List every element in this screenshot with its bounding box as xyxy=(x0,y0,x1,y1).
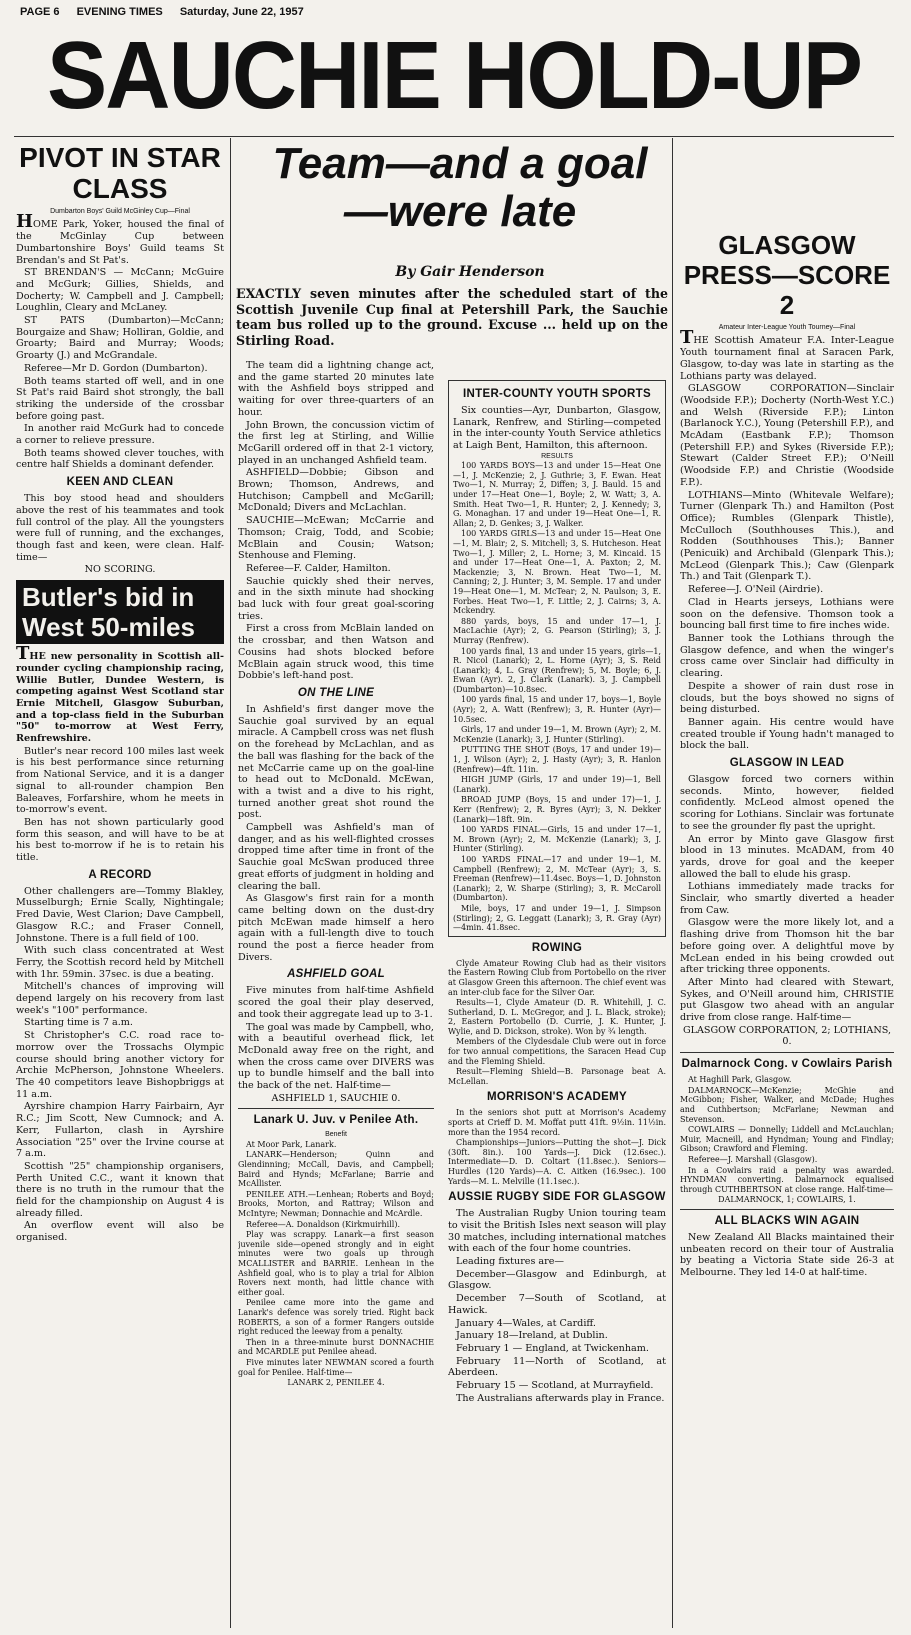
lanark-headline: Lanark U. Juv. v Penilee Ath. xyxy=(238,1108,434,1127)
paragraph: December—Glasgow and Edinburgh, at Glasgow. xyxy=(448,1268,666,1292)
result-entry: 880 yards, boys, 15 and under 17—1, J. MacLachie (Ayr); 2, G. Pearson (Stirling); 3, J. Murray (Renfrew). xyxy=(453,616,661,645)
paragraph: Results—1, Clyde Amateur (D. R. Whitehill, J. C. Sutherland, D. L. McGregor, and J. L. Black, stroke); 2, Eastern Portobello (D. Currie, J. K. Hunter, J. Wylie, and D. Dickson, stroke). Won by ¾ length. xyxy=(448,998,666,1036)
intercounty-headline: INTER-COUNTY YOUTH SPORTS xyxy=(463,388,651,400)
paragraph: Clad in Hearts jerseys, Lothians were soon on the defensive. Thomson took a bouncing ball first time to fire inches wide. xyxy=(680,596,894,632)
paragraph: Glasgow forced two corners within seconds. Minto, however, fielded confidently. McLeod almost opened the scoring for Lothians. Sinclair was fortunate to see the grounder fly past the upright. xyxy=(680,774,894,832)
paragraph: Sauchie quickly shed their nerves, and in the sixth minute had shocking bad luck with four great goal-scoring tries. xyxy=(238,575,434,622)
paragraph: GLASGOW CORPORATION—Sinclair (Woodside F.P.); Docherty (North-West Y.C.) and Welsh (Riverside F.P.); Linton (Barlanock Y.C.), Young (Petershill F.P.), and McAdam (Eastbank F.P.); Thomson (Petershill F.P.) and Sykes (Riverside F.P.); Stewart (Calder Street F.P.); O'Neill (Woodside F.P.) and Christie (Woodside F.P.). xyxy=(680,383,894,488)
paragraph: Campbell was Ashfield's man of danger, and as his well-flighted crosses dropped time after time in front of the Sauchie goal McSwan produced three great efforts of judgment in holding and clearing the ball. xyxy=(238,822,434,892)
paragraph: As Glasgow's first rain for a month came belting down on the dust-dry pitch McEwan made himself a hero again with a full-length dive to touch round the post a fierce header from Divers. xyxy=(238,893,434,963)
paragraph: Championships—Juniors—Putting the shot—J. Dick (30ft. 8in.). 100 Yards—J. Dick (12.6sec.). Intermediate—D. D. Coltart (11.8sec.). Seniors—Hurdles (120 Yards)—A. C. Aitken (16.9sec.). 100 Yards—M. L. Melville (11.1sec.). xyxy=(448,1138,666,1186)
paragraph: Glasgow were the more likely lot, and a flashing drive from Thomson hit the bar before going over. A delightful move by McLean ended in his being crowded out after tricking three opponents. xyxy=(680,917,894,976)
main-intro: EXACTLY seven minutes after the scheduled start of the Scottish Juvenile Cup final at Petershill Park, the Sauchie team bus rolled up to the ground. Excuse ... held up on the Stirling Road. xyxy=(236,286,668,348)
morrison-headline: MORRISON'S ACADEMY xyxy=(487,1091,627,1104)
keen-subhead: KEEN AND CLEAN xyxy=(66,476,174,489)
page-number: PAGE 6 xyxy=(20,6,60,18)
paragraph: Scottish "25" championship organisers, Perth United C.C., want it known that there is no truth in the rumour that the field for the championship on August 4 is already filled. xyxy=(16,1160,224,1219)
banner-headline: SAUCHIE HOLD-UP xyxy=(46,22,862,129)
paragraph: COWLAIRS — Donnelly; Liddell and McLauchlan; Muir, Macneill, and Hyndman; Young and Findlay; Gibson; Crawford and Fleming. xyxy=(680,1125,894,1154)
paper-name: EVENING TIMES xyxy=(76,6,163,18)
paragraph: THE Scottish Amateur F.A. Inter-League Youth tournament final at Saracen Park, Glasgow, to-day was late in starting as the Lothians party was delayed. xyxy=(680,327,894,382)
paragraph: Mitchell's chances of improving will depend largely on his recovery from last week's "100" performance. xyxy=(16,981,224,1016)
paragraph: PENILEE ATH.—Lenhean; Roberts and Boyd; Brooks, Morton, and Rattray; Wilson and McIntyre; Newman; Donnachie and McArdle. xyxy=(238,1189,434,1219)
paragraph: In another raid McGurk had to concede a corner to relieve pressure. xyxy=(16,423,224,447)
paragraph: Play was scrappy. Lanark—a first season juvenile side—opened strongly and in eight minutes were two goals up through MCALLISTER and BARRIE. Lenhean in the Ashfield goal, who is to play a trial for Albion Rovers next month, had little chance with either goal. xyxy=(238,1230,434,1297)
pivot-kicker: Dumbarton Boys' Guild McGinley Cup—Final xyxy=(50,208,190,215)
result-entry: PUTTING THE SHOT (Boys, 17 and under 19)—1, J. Wilson (Ayr); 2, J. Hasty (Ayr); 3, R. Hanlon (Renfrew)—4ft. 11in. xyxy=(453,745,661,774)
paragraph: LANARK—Henderson; Quinn and Glendinning; McCall, Davis, and Campbell; Baird and Hynds; McFarlane; Barrie and McAllister. xyxy=(238,1150,434,1189)
result-entry: BROAD JUMP (Boys, 15 and under 17)—1, J. Kerr (Renfrew); 2, R. Byres (Ayr); 3, N. Dekker (Lanark)—18ft. 9in. xyxy=(453,795,661,824)
paragraph: Ayrshire champion Harry Fairbairn, Ayr R.C.; Jim Scott, New Cumnock; and A. Kerr, Fullarton, clash in Ayrshire Association "25" over the Irvine course at 7 a.m. xyxy=(16,1101,224,1160)
result-entry: Mile, boys, 17 and under 19—1, J. Simpson (Stirling); 2, G. Leggatt (Lanark); 3, R. Gray (Ayr)—4min. 41.8sec. xyxy=(453,903,661,933)
column-results xyxy=(448,380,666,1628)
paragraph: Referee—F. Calder, Hamilton. xyxy=(246,562,391,574)
score-line: ASHFIELD 1, SAUCHIE 0. xyxy=(271,1092,401,1104)
paragraph: ST BRENDAN'S — McCann; McGuire and McGurk; Gillies, Shields, and Docherty; W. Campbell and J. Campbell; Loughlin, Cleary and McLaney. xyxy=(16,267,224,314)
record-subhead: A RECORD xyxy=(88,868,152,881)
paragraph: January 18—Ireland, at Dublin. xyxy=(456,1330,608,1342)
paragraph: The Australian Rugby Union touring team to visit the British Isles next season will play 30 matches, including international matches with each of the four home countries. xyxy=(448,1208,666,1255)
paragraph: The goal was made by Campbell, who, with a beautiful overhead flick, let McDonald away free on the right, and when the cross came over DIVERS was up to bundle himself and the ball into the back of the net. Half-time— xyxy=(238,1021,434,1092)
result-entry: 100 yards final, 13 and under 15 years, girls—1, R. Nicol (Lanark); 2, L. Horne (Ayr); 3, S. Reid (Lanark); 4, L. Gray (Renfrew); 5, M. Boyle; 6, J. Ewan (Ayr). 2, J. Clark (Lanark). 3, J. Campbell (Dumbarton)—10.8sec. xyxy=(453,646,661,694)
column-right xyxy=(680,226,894,1628)
line-subhead: ON THE LINE xyxy=(297,686,375,699)
byline: By Gair Henderson xyxy=(395,264,545,280)
paragraph: Result—Fleming Shield—B. Parsonage beat A. McLellan. xyxy=(448,1067,666,1086)
paragraph: At Moor Park, Lanark. xyxy=(246,1139,337,1149)
dalmarnock-headline: Dalmarnock Cong. v Cowlairs Parish xyxy=(680,1052,894,1071)
result-entry: 100 YARDS BOYS—13 and under 15—Heat One—1, J. McKenzie; 2, J. Guthrie; 3, F. Ewan. Heat Two—1, N. Murray; 2, Diffen; 3, J. Bauld. 15 and under 17—Heat One—1, Boyle; 2, W. Watt; 3, A. Smith. Heat Two—1, R. Hunter; 2, J. Kennedy; 3, G. Monaghan. 17 and under 19—Heat One—1, R. Allan; 2, D. Genkes; 3, J. Walker. xyxy=(453,461,661,528)
paragraph: Penilee came more into the game and Lanark's defence was sorely tried. Right back ROBERTS, a son of a former Rangers outside right reduced the leeway from a penalty. xyxy=(238,1298,434,1337)
column-left xyxy=(16,138,224,1628)
paragraph: The team did a lightning change act, and the game started 20 minutes late with the Ashfield boys stripped and waiting for over three-quarters of an hour. xyxy=(238,360,434,418)
paragraph: Lothians immediately made tracks for Sinclair, who smartly diverted a header from Caw. xyxy=(680,881,894,916)
paragraph: Members of the Clydesdale Club were out in force for two annual competitions, the Saracen Head Cup and the Fleming Shield. xyxy=(448,1037,666,1066)
score-line: NO SCORING. xyxy=(84,564,156,576)
results-label: RESULTS xyxy=(541,452,573,460)
paragraph: An overflow event will also be organised. xyxy=(16,1220,224,1244)
press-kicker: Amateur Inter-League Youth Tourney—Final xyxy=(718,324,856,331)
paragraph: Starting time is 7 a.m. xyxy=(24,1017,133,1029)
issue-date: Saturday, June 22, 1957 xyxy=(179,6,304,18)
paragraph: Six counties—Ayr, Dunbarton, Glasgow, Lanark, Renfrew, and Stirling—competed in the inter-county Youth Service athletics at Laigh Bent, Hamilton, this afternoon. xyxy=(453,405,661,452)
paragraph: ASHFIELD—Dobbie; Gibson and Brown; Thomson, Andrews, and Hutchison; Campbell and McGarill; McDonald; Divers and McLachlan. xyxy=(238,467,434,514)
paragraph: Referee—J. O'Neil (Airdrie). xyxy=(688,584,824,596)
paragraph: At Haghill Park, Glasgow. xyxy=(688,1075,792,1085)
column-rule xyxy=(672,138,673,1628)
paragraph: Despite a shower of rain dust rose in clouds, but the boys showed no signs of being disturbed. xyxy=(680,680,894,716)
paragraph: John Brown, the concussion victim of the first leg at Stirling, and Willie McGarill ordered off in that 2-1 victory, played in an unchanged Ashfield team. xyxy=(238,419,434,466)
result-entry: 100 yards final, 15 and under 17, boys—1, Boyle (Ayr); 2, A. Watt (Renfrew); 3, R. Hunter (Ayr)—10.5sec. xyxy=(453,695,661,724)
paragraph: In a Cowlairs raid a penalty was awarded. HYNDMAN converting. Dalmarnock equalised through CUTHBERTSON at close range. Half-time— xyxy=(680,1165,894,1194)
result-entry: 100 YARDS FINAL—17 and under 19—1, M. Campbell (Renfrew); 2, M. McTear (Ayr); 3, S. Freeman (Renfrew)—11.4sec. Boys—1, D. Johnston (Lanark); 2, W. Sharpe (Stirling); 3, R. McCaroll (Dumbarton). xyxy=(453,854,661,903)
paragraph: Clyde Amateur Rowing Club had as their visitors the Eastern Rowing Club from Portobello on the river at Glasgow Green this afternoon. The chief event was an inter-club face for the Silver Oar. xyxy=(448,958,666,997)
score-line: DALMARNOCK, 1; COWLAIRS, 1. xyxy=(718,1195,856,1205)
paragraph: DALMARNOCK—McKenzie; McGhie and McGibbon; Fisher, Walker, and McDade; Hughes and Cuthbertson; McFarlane; Newman and Stevenson. xyxy=(680,1085,894,1124)
page-rule xyxy=(14,136,894,137)
paragraph: St Christopher's C.C. road race to-morrow over the Trossachs Olympic course should bring another victory for Archie McPherson, Johnstone Wheelers. The 40 competitors leave Bishopbriggs at 11 a.m. xyxy=(16,1030,224,1100)
pivot-headline: PIVOT IN STAR CLASS xyxy=(19,142,221,204)
paragraph: First a cross from McBlain landed on the crossbar, and then Watson and Cousins had shots blocked before McBlain again struck wood, this time Dobbie's left-hand post. xyxy=(238,623,434,682)
paragraph: Banner again. His centre would have created trouble if Young hadn't managed to block the ball. xyxy=(680,716,894,752)
result-entry: HIGH JUMP (Girls, 17 and under 19)—1, Bell (Lanark). xyxy=(453,775,661,794)
main-headline: Team—and a goal —were late xyxy=(272,139,648,236)
paragraph: Referee—J. Marshall (Glasgow). xyxy=(688,1154,818,1164)
paragraph: Five minutes from half-time Ashfield scored the goal their play deserved, and took their aggregate lead up to 3-1. xyxy=(238,985,434,1020)
result-entry: Girls, 17 and under 19—1, M. Brown (Ayr); 2, M. McKenzie (Lanark); 3, J. Hunter (Stirling). xyxy=(453,725,661,744)
paragraph: HOME Park, Yoker, housed the final of the McGinlay Cup between Dumbartonshire Boys' Guild teams St Brendan's and St Pat's. xyxy=(16,211,224,266)
score-line: LANARK 2, PENILEE 4. xyxy=(287,1378,385,1388)
lead-subhead: GLASGOW IN LEAD xyxy=(729,757,845,770)
butler-headline: Butler's bid in West 50-miles xyxy=(16,580,224,644)
paragraph: December 7—South of Scotland, at Hawick. xyxy=(448,1293,666,1316)
paragraph: Five minutes later NEWMAN scored a fourth goal for Penilee. Half-time— xyxy=(238,1357,434,1377)
paragraph: LOTHIANS—Minto (Whitevale Welfare); Turner (Glenpark Th.) and Hamilton (Post Office); Rumbles (Glenpark Thistle), McCulloch (Southhouses This.), and Rodden (Southhouses This.); Banner (Penicuik) and Archibald (Glenpark This.); McLeod (Glenpark This.); Caw (Glenpark Th.) and Tait (Glenpark T.). xyxy=(680,489,894,583)
paragraph: Then in a three-minute burst DONNACHIE and MCARDLE put Penilee ahead. xyxy=(238,1337,434,1357)
paragraph: Other challengers are—Tommy Blakley, Musselburgh; Ernie Scally, Nightingale; Fred Davie, West Clarion; Dave Campbell, Glasgow R.C.; and Fraser Connell, Johnstone. There is a full field of 100. xyxy=(16,885,224,944)
paragraph: In the seniors shot putt at Morrison's Academy sports at Crieff D. M. Moffat putt 41ft. 9½in. 11½in. more than the 1954 record. xyxy=(448,1108,666,1137)
paragraph: Banner took the Lothians through the Glasgow defence, and when the winger's cross came over Sinclair had difficulty in clearing. xyxy=(680,632,894,680)
goal-subhead: ASHFIELD GOAL xyxy=(287,968,385,981)
paragraph: An error by Minto gave Glasgow first blood in 13 minutes. McADAM, from 40 yards, drove for goal and the keeper allowed the ball to elude his grasp. xyxy=(680,833,894,880)
paragraph: In Ashfield's first danger move the Sauchie goal survived by an equal miracle. A Campbell cross was net flush on the forehead by McLachlan, and as the ball was flashing for the back of the net McCarrie came up on the goal-line to head out to McDonald. McEwan, with a twist and a dive to his right, turned another great shot round the post. xyxy=(238,703,434,821)
allblacks-headline: ALL BLACKS WIN AGAIN xyxy=(680,1209,894,1228)
paragraph: Referee—Mr D. Gordon (Dumbarton). xyxy=(24,362,208,374)
paragraph: Both teams started off well, and in one St Pat's raid Baird shot strongly, the ball striking the underside of the crossbar before going past. xyxy=(16,375,224,422)
paragraph: ST PATS (Dumbarton)—McCann; Bourgaize and Shaw; Holliran, Goldie, and Groarty; Baird and Murray; Woods; Groarty (J.) and McGrandale. xyxy=(16,315,224,362)
butler-intro: THE new personality in Scottish all-rounder cycling championship racing, Willie Butler, Dundee Western, is competing against West Scotland star Ernie Mitchell, Glasgow Suburban, and a top-class field in the Suburban "50" to-morrow at West Ferry, Renfrewshire. xyxy=(16,643,224,745)
aussie-headline: AUSSIE RUGBY SIDE FOR GLASGOW xyxy=(448,1191,666,1204)
paragraph: February 15 — Scotland, at Murrayfield. xyxy=(456,1380,654,1392)
score-line: GLASGOW CORPORATION, 2; LOTHIANS, 0. xyxy=(682,1024,892,1048)
paragraph: January 4—Wales, at Cardiff. xyxy=(456,1317,596,1329)
lanark-kicker: Benefit xyxy=(325,1131,347,1139)
paragraph: February 11—North of Scotland, at Aberdeen. xyxy=(448,1355,666,1379)
paragraph: After Minto had cleared with Stewart, Sykes, and O'Neill around him, CHRISTIE put Glasgow two ahead with an angular drive from close range. Half-time— xyxy=(680,976,894,1024)
paragraph: Leading fixtures are— xyxy=(456,1256,565,1267)
result-entry: 100 YARDS GIRLS—13 and under 15—Heat One—1, M. Blair; 2, S. Mitchell; 3, S. Hutcheson. Heat Two—1, J. Miller; 2, L. Horne; 3, M. Kincaid. 15 and under 17—Heat One—1, A. Paxton; 2, M. Mackenzie; 3, N. Brown. Heat Two—1, M. Canning; 2, J. Hunter; 3, M. Semple. 17 and under 19—Heat One—1, M. McTear; 2, N. Paulson; 3, E. Forbes. Heat Two—1, F. Little; 2, J. Cairns; 3, A. Mckendry. xyxy=(453,529,661,616)
paragraph: Ben has not shown particularly good form this season, and will have to be at his best to-morrow if he is to retain his title. xyxy=(16,816,224,864)
paragraph: This boy stood head and shoulders above the rest of his teammates and took full control of the play. All the youngsters were full of running, and the exchanges, though fast and keen, were clean. Half-time— xyxy=(16,493,224,563)
paragraph: Both teams showed clever touches, with centre half Shields a dominant defender. xyxy=(16,447,224,471)
press-headline: GLASGOW PRESS—SCORE 2 xyxy=(683,230,891,320)
paragraph: New Zealand All Blacks maintained their unbeaten record on their tour of Australia by beating a Victoria State side 26-3 at Melbourne. They led 14-0 at half-time. xyxy=(680,1231,894,1279)
column-main-story xyxy=(238,360,434,1628)
paragraph: SAUCHIE—McEwan; McCarrie and Thomson; Craig, Todd, and Scobie; McBlain and Cousin; Watson; Stenhouse and Fleming. xyxy=(238,515,434,562)
paragraph: February 1 — England, at Twickenham. xyxy=(456,1342,649,1354)
paragraph: Referee—A. Donaldson (Kirkmuirhill). xyxy=(246,1219,400,1229)
rowing-headline: ROWING xyxy=(531,941,583,954)
paragraph: With such class concentrated at West Ferry, the Scottish record held by Mitchell with 1hr. 59min. 37sec. is due a beating. xyxy=(16,945,224,980)
folio-line xyxy=(20,6,900,22)
paragraph: The Australians afterwards play in France. xyxy=(456,1392,665,1404)
paragraph: Butler's near record 100 miles last week is his best performance since returning from National Service, and it is a danger signal to all-rounder champion Ben Baleaves, Forfarshire, whom he meets in to-morrow's event. xyxy=(16,745,224,816)
column-rule xyxy=(230,138,231,1628)
result-entry: 100 YARDS FINAL—Girls, 15 and under 17—1, M. Brown (Ayr); 2, M. McKenzie (Lanark); 3, J. Hunter (Stirling). xyxy=(453,825,661,854)
